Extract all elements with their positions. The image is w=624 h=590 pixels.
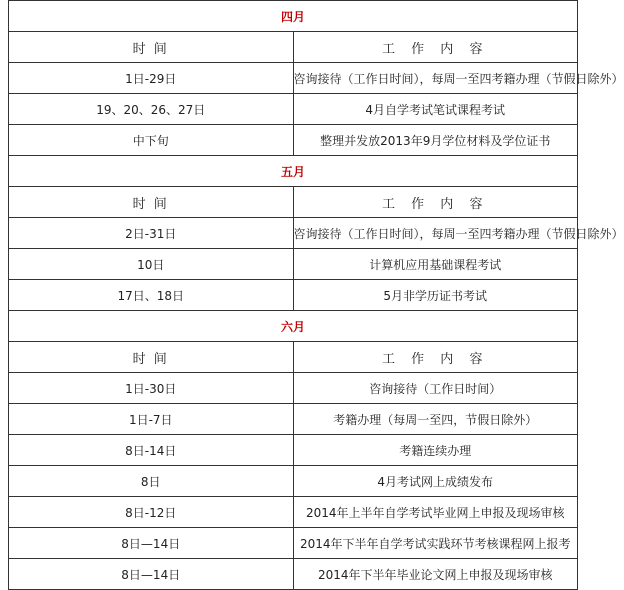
table-row	[9, 280, 578, 311]
table-row	[9, 559, 578, 590]
table-row	[9, 435, 578, 466]
task-cell: 咨询接待（工作日时间），每周一至四考籍办理（节假日除外）	[293, 218, 578, 249]
task-cell: 考籍连续办理	[293, 435, 578, 466]
task-cell: 咨询接待（工作日时间）	[293, 373, 578, 404]
table-row	[9, 497, 578, 528]
date-cell: 中下旬	[9, 125, 294, 156]
date-cell: 1日-30日	[9, 373, 294, 404]
task-cell: 考籍办理（每周一至四，节假日除外）	[293, 404, 578, 435]
month-heading: 六月	[9, 311, 578, 342]
month-heading-row	[9, 156, 578, 187]
content-column-header: 工 作 内 容	[293, 342, 578, 373]
task-cell: 2014年下半年毕业论文网上申报及现场审核	[293, 559, 578, 590]
month-heading: 五月	[9, 156, 578, 187]
column-header-row	[9, 32, 578, 63]
date-cell: 19、20、26、27日	[9, 94, 294, 125]
table-row	[9, 466, 578, 497]
schedule-table	[8, 0, 624, 590]
table-row	[9, 528, 578, 559]
task-cell: 整理并发放2013年9月学位材料及学位证书	[293, 125, 578, 156]
time-column-header: 时 间	[9, 342, 294, 373]
month-heading-row	[9, 311, 578, 342]
date-cell: 10日	[9, 249, 294, 280]
month-heading-row	[9, 1, 578, 32]
date-cell: 8日-12日	[9, 497, 294, 528]
content-column-header: 工 作 内 容	[293, 32, 578, 63]
task-cell: 4月自学考试笔试课程考试	[293, 94, 578, 125]
table-row	[9, 373, 578, 404]
content-column-header: 工 作 内 容	[293, 187, 578, 218]
date-cell: 8日—14日	[9, 559, 294, 590]
table-row	[9, 63, 578, 94]
task-cell: 4月考试网上成绩发布	[293, 466, 578, 497]
column-header-row	[9, 342, 578, 373]
date-cell: 8日-14日	[9, 435, 294, 466]
task-cell: 5月非学历证书考试	[293, 280, 578, 311]
date-cell: 17日、18日	[9, 280, 294, 311]
task-cell: 咨询接待（工作日时间），每周一至四考籍办理（节假日除外）	[293, 63, 578, 94]
column-header-row	[9, 187, 578, 218]
date-cell: 2日-31日	[9, 218, 294, 249]
table-row	[9, 249, 578, 280]
date-cell: 8日—14日	[9, 528, 294, 559]
table-row	[9, 218, 578, 249]
date-cell: 1日-7日	[9, 404, 294, 435]
schedule-table-body	[9, 1, 624, 590]
table-row	[9, 404, 578, 435]
time-column-header: 时 间	[9, 187, 294, 218]
task-cell: 2014年下半年自学考试实践环节考核课程网上报考	[293, 528, 578, 559]
date-cell: 1日-29日	[9, 63, 294, 94]
task-cell: 2014年上半年自学考试毕业网上申报及现场审核	[293, 497, 578, 528]
date-cell: 8日	[9, 466, 294, 497]
table-row	[9, 94, 578, 125]
month-heading: 四月	[9, 1, 578, 32]
task-cell: 计算机应用基础课程考试	[293, 249, 578, 280]
time-column-header: 时 间	[9, 32, 294, 63]
table-row	[9, 125, 578, 156]
